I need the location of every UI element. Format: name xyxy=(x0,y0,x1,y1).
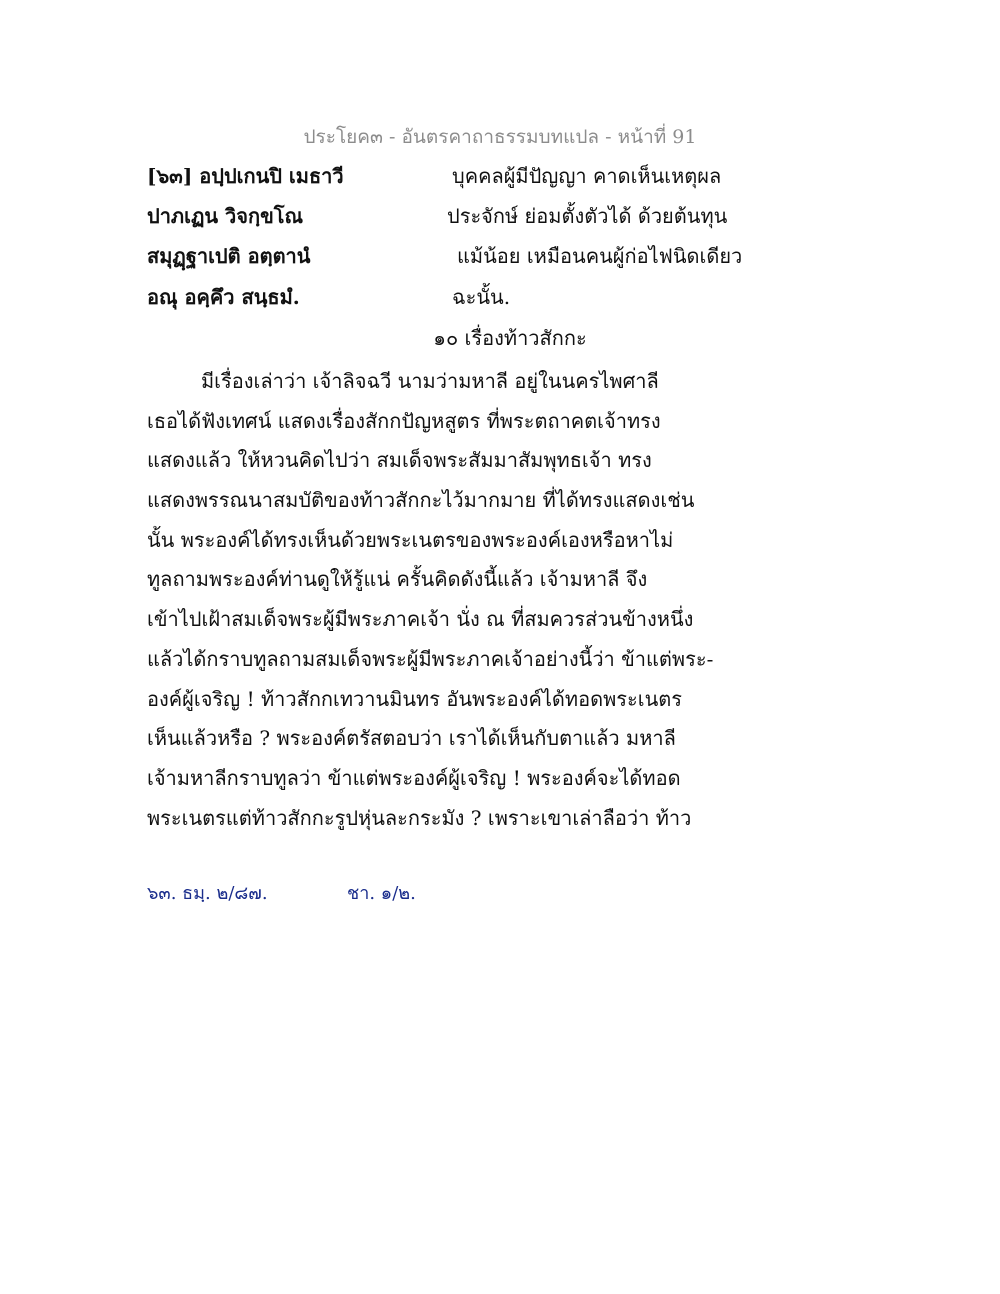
verse-pali-text: ปาภเฏน วิจกฺขโณ xyxy=(147,204,304,228)
story-paragraph-line: แสดงพรรณนาสมบัติของท้าวสักกะไว้มากมาย ที่ได้ทรงแสดงเช่น xyxy=(147,488,695,513)
verse-pali-text: อณุ อคฺคึว สนฺธมํ. xyxy=(147,285,300,309)
verse-line xyxy=(147,200,867,234)
verse-line xyxy=(147,281,867,315)
verse-line xyxy=(147,160,867,194)
footnote-reference: ๖๓. ธมฺ. ๒/๘๗. xyxy=(147,883,268,904)
story-paragraph-line: เธอได้ฟังเทศน์ แสดงเรื่องสักกปัญหสูตร ที่พระตถาคตเจ้าทรง xyxy=(147,408,661,433)
verse-pali-text: สมุฏฺฐาเปติ อตฺตานํ xyxy=(147,244,311,268)
story-paragraph-line: แสดงแล้ว ให้หวนคิดไปว่า สมเด็จพระสัมมาสัมพุทธเจ้า ทรง xyxy=(147,448,652,473)
story-body xyxy=(147,362,847,838)
story-paragraph-line: แล้วได้กราบทูลถามสมเด็จพระผู้มีพระภาคเจ้าอย่างนี้ว่า ข้าแต่พระ- xyxy=(147,646,714,671)
story-paragraph-line: พระเนตรแต่ท้าวสักกะรูปหุ่นละกระมัง ? เพราะเขาเล่าลือว่า ท้าว xyxy=(147,805,692,830)
verse-thai-translation: ฉะนั้น. xyxy=(452,285,511,309)
story-paragraph-line: ทูลถามพระองค์ท่านดูให้รู้แน่ ครั้นคิดดังนี้แล้ว เจ้ามหาลี จึง xyxy=(147,567,648,592)
footnote-reference: ชา. ๑/๒. xyxy=(347,883,416,904)
verse-thai-translation: บุคคลผู้มีปัญญา คาดเห็นเหตุผล xyxy=(452,164,722,188)
page-header: ประโยค๓ - อันตรคาถาธรรมบทแปล - หน้าที่ 91 xyxy=(303,126,697,148)
verse-thai-translation: แม้น้อย เหมือนคนผู้ก่อไฟนิดเดียว xyxy=(457,244,743,268)
verse-thai-translation: ประจักษ์ ย่อมตั้งตัวได้ ด้วยต้นทุน xyxy=(447,204,728,228)
story-paragraph-line: นั้น พระองค์ได้ทรงเห็นด้วยพระเนตรของพระองค์เองหรือหาไม่ xyxy=(147,527,674,552)
footnotes xyxy=(147,878,647,906)
story-paragraph-line: มีเรื่องเล่าว่า เจ้าลิจฉวี นามว่ามหาลี อยู่ในนครไพศาลี xyxy=(201,369,659,393)
story-paragraph-line: เห็นแล้วหรือ ? พระองค์ตรัสตอบว่า เราได้เห็นกับตาแล้ว มหาลี xyxy=(147,726,676,751)
story-paragraph-line: องค์ผู้เจริญ ! ท้าวสักกเทวานมินทร อันพระองค์ได้ทอดพระเนตร xyxy=(147,686,682,711)
verse-line xyxy=(147,240,867,274)
verse-pali-text: [๖๓] อปฺปเกนปิ เมธาวี xyxy=(147,164,344,188)
story-paragraph-line: เข้าไปเฝ้าสมเด็จพระผู้มีพระภาคเจ้า นั่ง ณ ที่สมควรส่วนข้างหนึ่ง xyxy=(147,607,694,632)
story-paragraph-line: เจ้ามหาลีกราบทูลว่า ข้าแต่พระองค์ผู้เจริญ ! พระองค์จะได้ทอด xyxy=(147,765,681,790)
story-title: ๑๐ เรื่องท้าวสักกะ xyxy=(433,326,587,350)
